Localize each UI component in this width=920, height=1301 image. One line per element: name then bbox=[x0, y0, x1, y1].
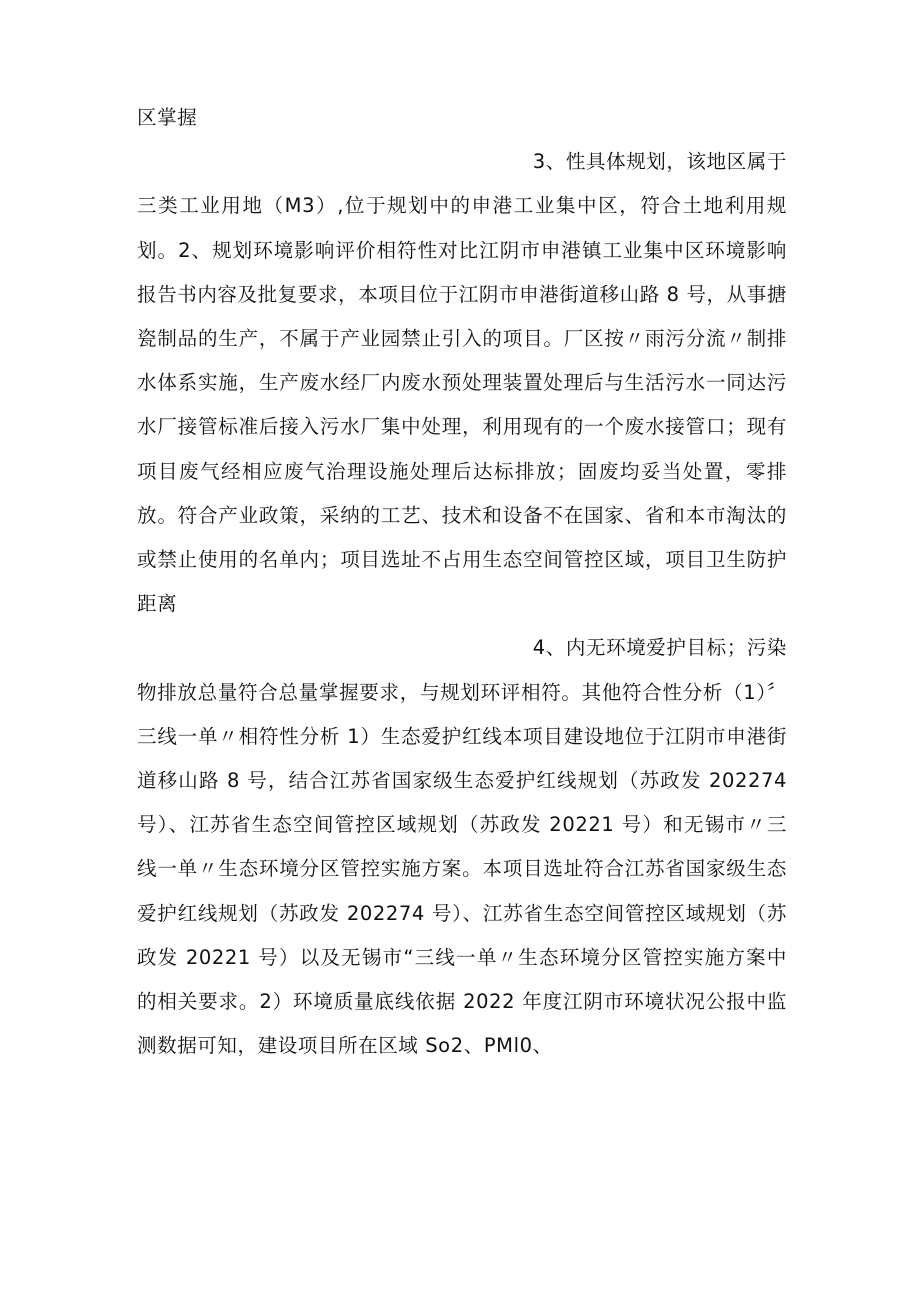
paragraph-continuation: 区掌握 bbox=[137, 106, 198, 129]
paragraph-heading-3: 3、性具体规划，该地区属于 bbox=[532, 150, 787, 174]
document-page bbox=[137, 96, 794, 1068]
paragraph-heading-4: 4、内无环境爱护目标；污染 bbox=[532, 636, 787, 660]
paragraph-body-1: 三类工业用地（M3）,位于规划中的申港工业集中区，符合土地利用规划。2、规划环境影响评价相符性对比江阴市申港镇工业集中区环境影响报告书内容及批复要求，本项目位于江阴市申港街道移山路 8 号，从事搪瓷制品的生产，不属于产业园禁止引入的项目。厂区按〃雨污分流〃制排水体系实施，生产废水经厂内废水预处理装置处理后与生活污水一同达污水厂接管标准后接入污水厂集中处理，利用现有的一个废水接管口；现有项目废气经相应废气治理设施处理后达标排放；固废均妥当处置，零排放。符合产业政策，采纳的工艺、技术和设备不在国家、省和本市淘汰的或禁止使用的名单内；项目选址不占用生态空间管控区域，项目卫生防护距离 bbox=[137, 194, 787, 616]
paragraph-body-2: 物排放总量符合总量掌握要求，与规划环评相符。其他符合性分析（1）〞三线一单〃相符性分析 1）生态爱护红线本项目建设地位于江阴市申港街道移山路 8 号，结合江苏省国家级生态爱护红线规划（苏政发 202274 号）、江苏省生态空间管控区域规划（苏政发 20221 号）和无锡市〃三线一单〃生态环境分区管控实施方案。本项目选址符合江苏省国家级生态爱护红线规划（苏政发 202274 号）、江苏省生态空间管控区域规划（苏政发 20221 号）以及无锡市“三线一单〃生态环境分区管控实施方案中的相关要求。2）环境质量底线依据 2022 年度江阴市环境状况公报中监测数据可知，建设项目所在区域 So2、PMl0、 bbox=[137, 680, 794, 1058]
